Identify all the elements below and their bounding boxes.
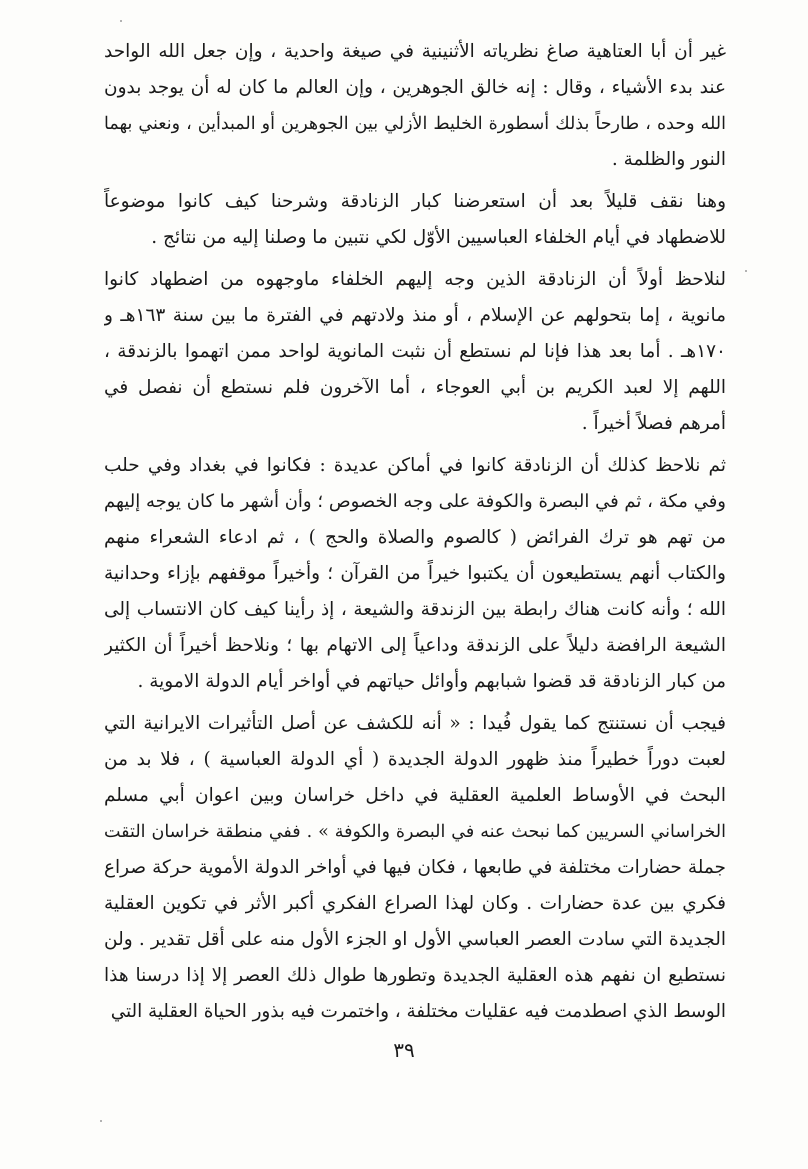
text-line: مانوية ، إما بتحولهم عن الإسلام ، أو منذ ولادتهم في الفترة ما بين سنة ١٦٣هـ و xyxy=(104,305,726,326)
text-line: الوسط الذي اصطدمت فيه عقليات مختلفة ، واختمرت فيه بذور الحياة العقلية التي xyxy=(110,1001,726,1022)
paragraph xyxy=(104,262,726,442)
text-line: للاضطهاد في أيام الخلفاء العباسيين الأوّل لكي نتبين ما وصلنا إليه من نتائج . xyxy=(151,227,726,248)
paragraph xyxy=(104,34,726,178)
scan-speck xyxy=(120,20,122,22)
text-line: البحث في الأوساط العلمية العقلية في داخل خراسان وبين اعوان أبي مسلم xyxy=(104,785,726,806)
text-line: وفي مكة ، ثم في البصرة والكوفة على وجه الخصوص ؛ وأن أشهر ما كان يوجه إليهم xyxy=(104,491,726,512)
text-line: من تهم هو ترك الفرائض ( كالصوم والصلاة والحج ) ، ثم ادعاء الشعراء منهم xyxy=(104,527,726,548)
paragraph xyxy=(104,448,726,700)
text-line: لعبت دوراً خطيراً منذ ظهور الدولة الجديدة ( أي الدولة العباسية ) ، فلا بد من xyxy=(104,749,726,770)
text-line: من كبار الزنادقة قد قضوا شبابهم وأوائل حياتهم في أواخر أيام الدولة الاموية . xyxy=(137,671,726,692)
text-line: لنلاحظ أولاً أن الزنادقة الذين وجه إليهم الخلفاء ماوجهوه من اضطهاد كانوا xyxy=(104,269,726,290)
text-line: الجديدة التي سادت العصر العباسي الأول او الجزء الأول منه على أقل تقدير . ولن xyxy=(104,929,726,950)
text-line: الخراساني السريين كما نبحث عنه في البصرة والكوفة » . ففي منطقة خراسان التقت xyxy=(104,822,726,842)
text-line: والكتاب أنهم يستطيعون أن يكتبوا خيراً من القرآن ؛ وأخيراً موقفهم بإزاء وحدانية xyxy=(104,563,726,584)
paragraph xyxy=(104,706,726,1030)
text-line: النور والظلمة . xyxy=(611,149,726,170)
text-line: الله ؛ وأنه كانت هناك رابطة بين الزندقة والشيعة ، إذ رأينا كيف كان الانتساب إلى xyxy=(104,599,726,620)
body-text xyxy=(104,34,726,1030)
text-line: عند بدء الأشياء ، وقال : إنه خالق الجوهرين ، وإن العالم ما كان له أن يوجد بدون xyxy=(104,77,726,98)
text-line: الله وحده ، طارحاً بذلك أسطورة الخليط الأزلي بين الجوهرين أو المبدأين ، ونعني بهما xyxy=(104,114,726,134)
text-line: جملة حضارات مختلفة في طابعها ، فكان فيها في أواخر الدولة الأموية حركة صراع xyxy=(104,857,726,878)
text-line: وهنا نقف قليلاً بعد أن استعرضنا كبار الزنادقة وشرحنا كيف كانوا موضوعاً xyxy=(104,191,726,212)
text-line: غير أن أبا العتاهية صاغ نظرياته الأثنينية في صيغة واحدية ، وإن جعل الله الواحد xyxy=(104,41,726,62)
text-line: أمرهم فصلاً أخيراً . xyxy=(581,413,726,434)
text-line: نستطيع ان نفهم هذه العقلية الجديدة وتطورها طوال ذلك العصر إلا إذا درسنا هذا xyxy=(104,965,726,986)
text-line: فكري بين عدة حضارات . وكان لهذا الصراع الفكري أكبر الأثر في تكوين العقلية xyxy=(104,893,726,914)
text-line: اللهم إلا لعبد الكريم بن أبي العوجاء ، أما الآخرون فلم نستطع أن نفصل في xyxy=(104,377,726,398)
paragraph xyxy=(104,184,726,256)
page-number: ٣٩ xyxy=(393,1038,415,1062)
scan-speck xyxy=(100,1120,102,1122)
text-line: ثم نلاحظ كذلك أن الزنادقة كانوا في أماكن عديدة : فكانوا في بغداد وفي حلب xyxy=(104,455,726,476)
text-line: الشيعة الرافضة دليلاً على الزندقة وداعياً إلى الاتهام بها ؛ ونلاحظ أخيراً أن الكثير xyxy=(104,635,726,656)
text-line: فيجب أن نستنتج كما يقول فُيدا : « أنه للكشف عن أصل التأثيرات الايرانية التي xyxy=(104,713,726,734)
scan-speck xyxy=(745,270,747,272)
text-line: ١٧٠هـ . أما بعد هذا فإنا لم نستطع أن نثبت المانوية لواحد ممن اتهموا بالزندقة ، xyxy=(104,341,726,362)
